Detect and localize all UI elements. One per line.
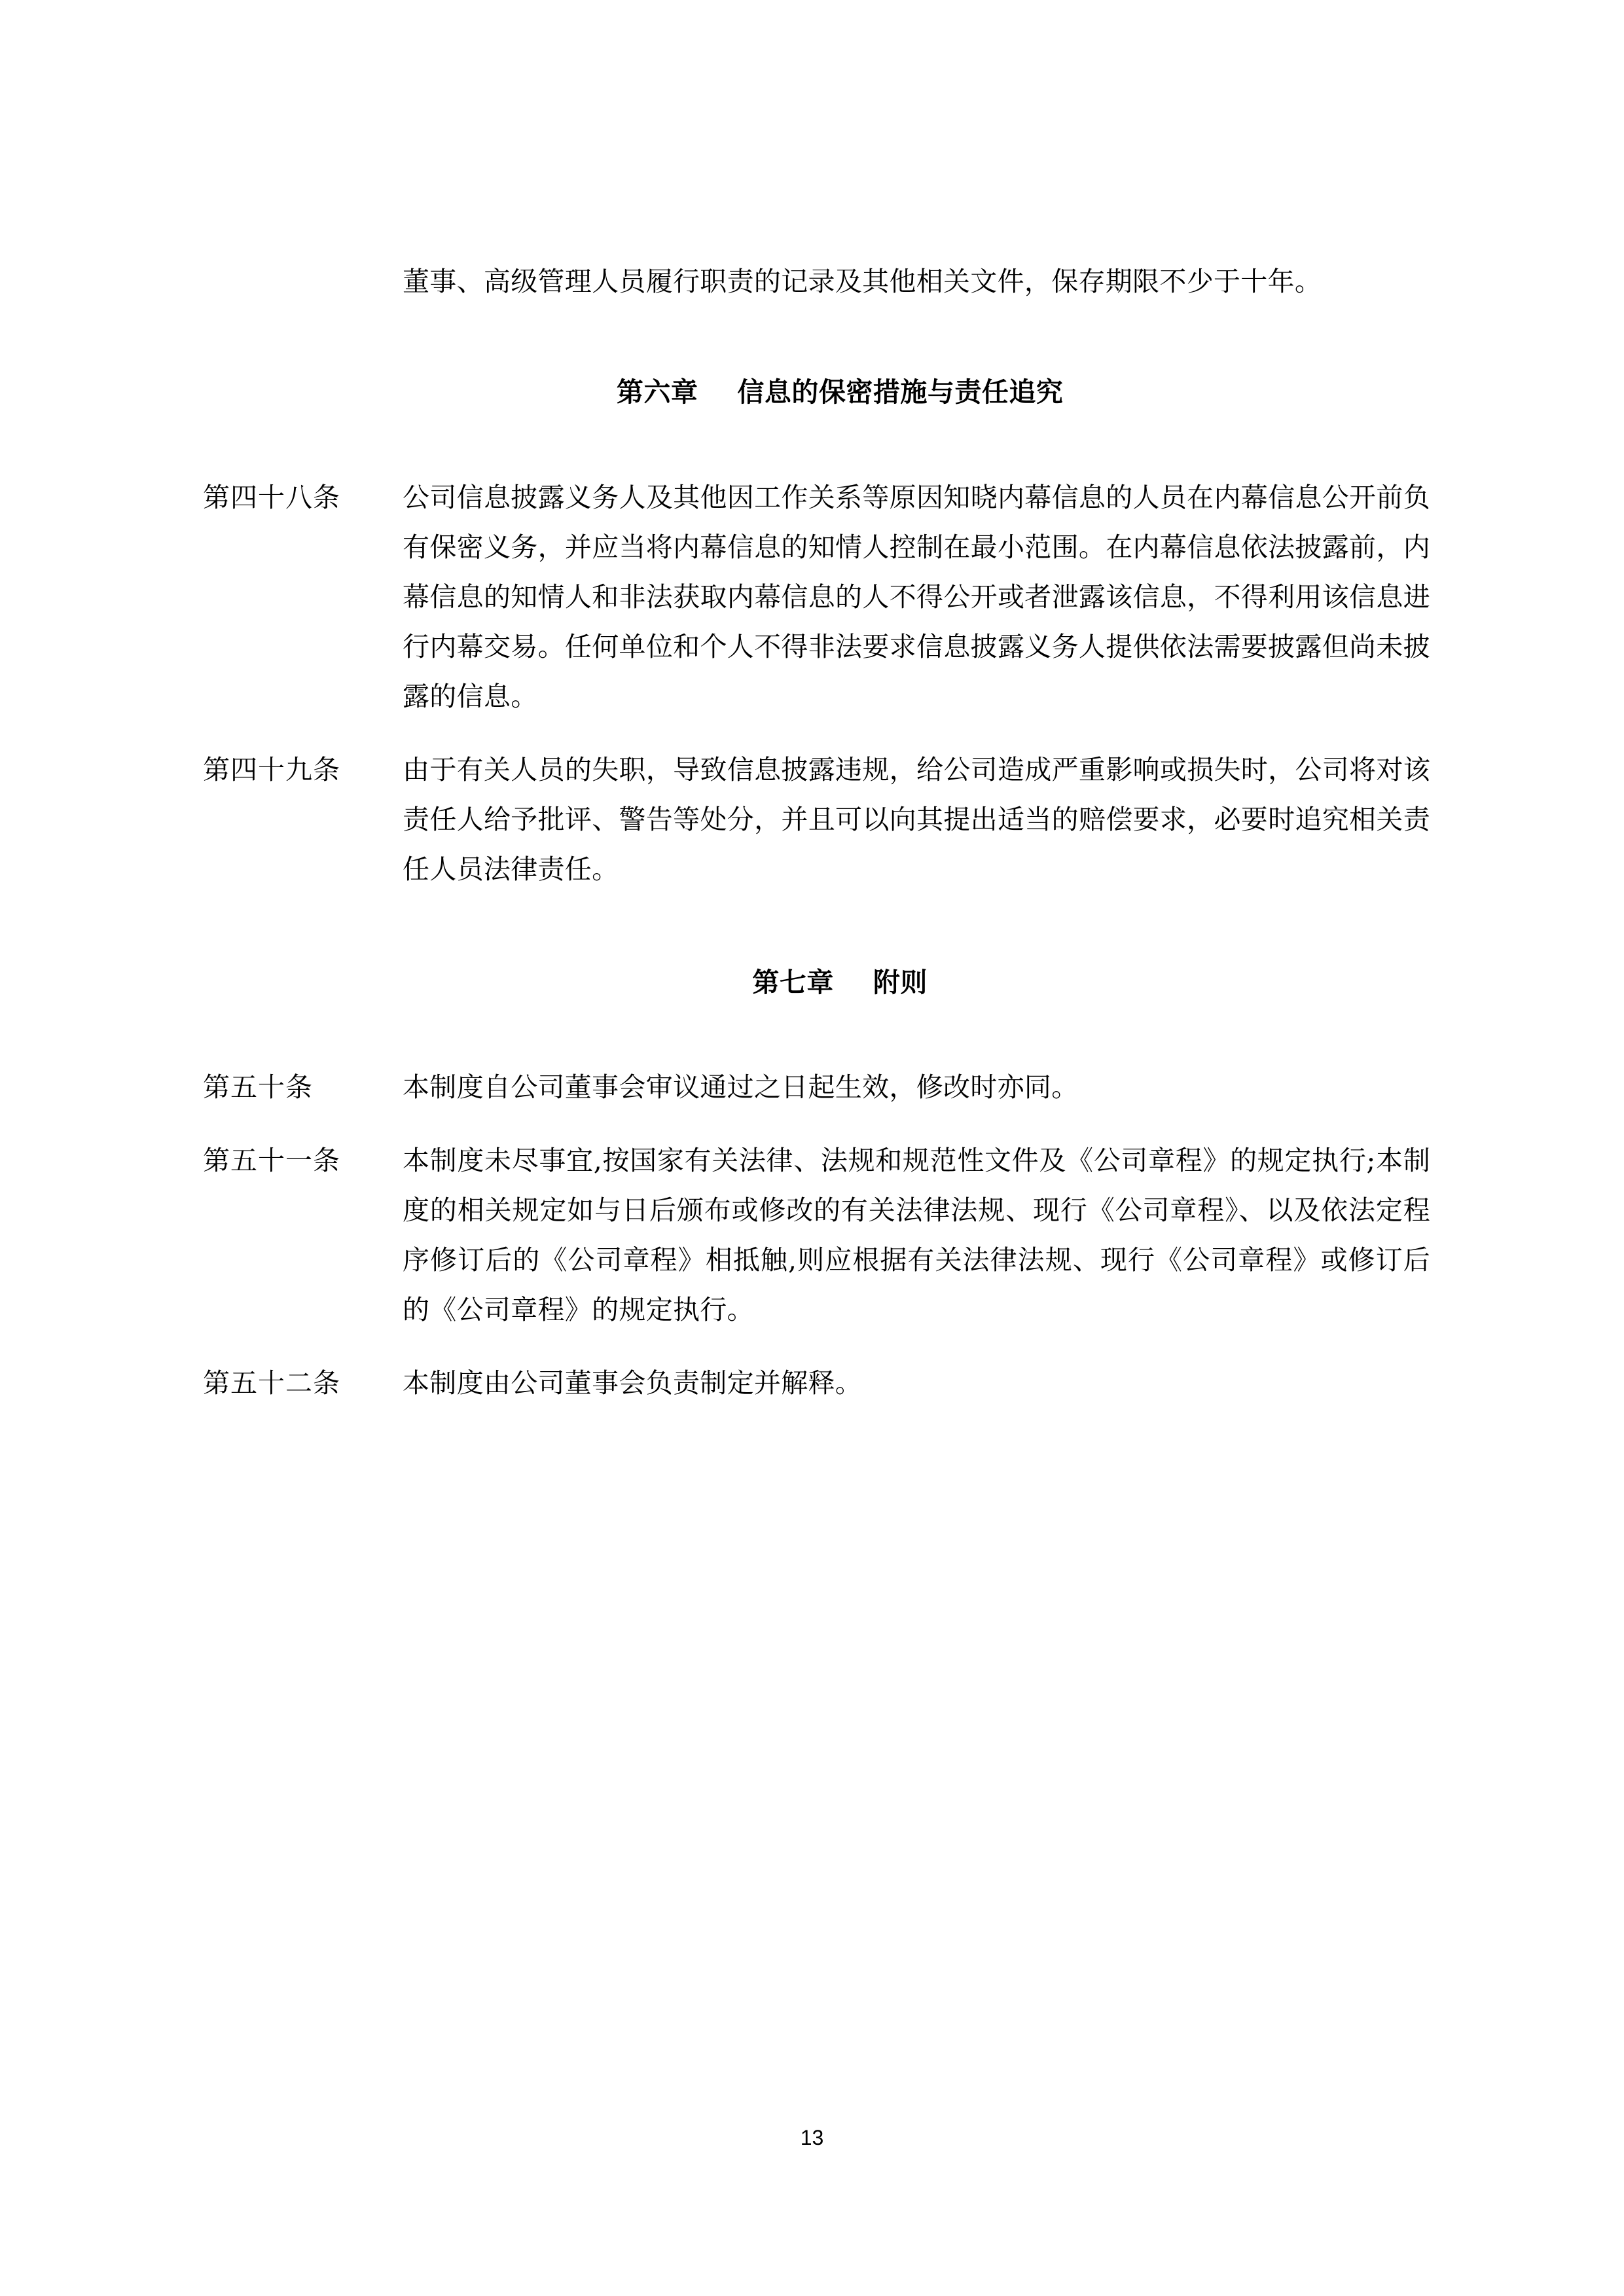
article-forty-nine-body: 由于有关人员的失职，导致信息披露违规，给公司造成严重影响或损失时，公司将对该责任人给予批评、警告等处分，并且可以向其提出适当的赔偿要求，必要时追究相关责任人员法律责任。 [403, 753, 1430, 885]
spacer [203, 1335, 1430, 1358]
spacer [203, 1031, 1430, 1062]
article-fifty-two-label: 第五十二条 [203, 1367, 340, 1399]
article-fifty-one-body: 本制度未尽事宜,按国家有关法律、法规和规范性文件及《公司章程》的规定执行;本制度的相关规定如与日后颁布或修改的有关法律法规、现行《公司章程》、以及依法定程序修订后的《公司章程》相抵触,则应根据有关法律法规、现行《公司章程》或修订后的《公司章程》的规定执行。 [403, 1145, 1430, 1326]
chapter-six-title: 信息的保密措施与责任追究 [737, 377, 1064, 408]
lead-paragraph: 董事、高级管理人员履行职责的记录及其他相关文件，保存期限不少于十年。 [403, 266, 1322, 297]
article-fifty-two [203, 1358, 1430, 1408]
article-fifty [203, 1062, 1430, 1112]
article-forty-nine-label: 第四十九条 [203, 753, 340, 785]
chapter-heading-six [203, 344, 1430, 441]
chapter-seven-title: 附则 [873, 967, 928, 997]
article-fifty-two-body: 本制度由公司董事会负责制定并解释。 [403, 1367, 863, 1399]
spacer [203, 441, 1430, 473]
article-forty-eight [203, 473, 1430, 721]
chapter-six-number: 第六章 [616, 377, 698, 408]
article-fifty-body: 本制度自公司董事会审议通过之日起生效，修改时亦同。 [403, 1071, 1079, 1103]
article-fifty-one [203, 1136, 1430, 1335]
spacer [203, 1112, 1430, 1136]
article-forty-eight-body: 公司信息披露义务人及其他因工作关系等原因知晓内幕信息的人员在内幕信息公开前负有保密义务，并应当将内幕信息的知情人控制在最小范围。在内幕信息依法披露前，内幕信息的知情人和非法获取内幕信息的人不得公开或者泄露该信息，不得利用该信息进行内幕交易。任何单位和个人不得非法要求信息披露义务人提供依法需要披露但尚未披露的信息。 [403, 481, 1430, 712]
article-forty-nine [203, 745, 1430, 894]
article-fifty-label: 第五十条 [203, 1071, 313, 1103]
spacer [203, 721, 1430, 745]
chapter-seven-number: 第七章 [752, 967, 834, 997]
page-content [203, 257, 1430, 1408]
article-forty-eight-label: 第四十八条 [203, 481, 340, 513]
article-fifty-one-label: 第五十一条 [203, 1145, 340, 1177]
chapter-heading-seven [203, 935, 1430, 1031]
page-number: 13 [800, 2126, 824, 2149]
